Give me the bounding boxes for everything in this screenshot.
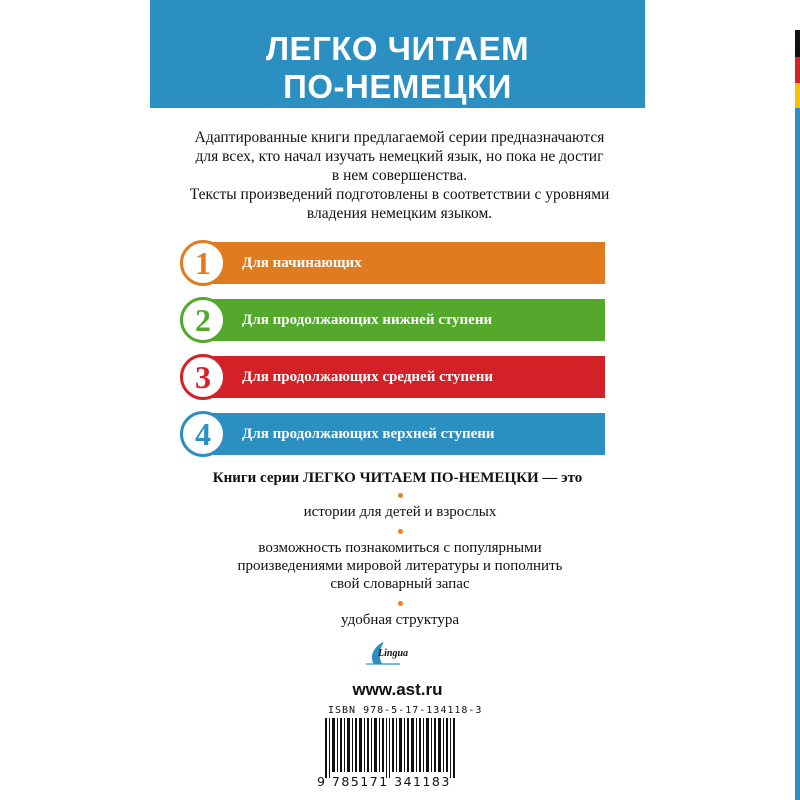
feature-line: истории для детей и взрослых: [303, 504, 497, 520]
isbn-number: ISBN 978-5-17-134118-3: [328, 705, 483, 716]
lingua-logo-icon: [360, 638, 416, 668]
level-item-4: [180, 411, 605, 457]
feature-line: возможность познакомиться с популярными: [258, 540, 542, 556]
intro-text: [172, 128, 627, 223]
level-label: Для продолжающих средней ступени: [242, 368, 494, 385]
feature-item: [200, 611, 600, 629]
flag-black-band: [795, 30, 800, 57]
level-number-badge: 4: [180, 411, 226, 457]
feature-item: [200, 503, 600, 521]
level-bar: [202, 413, 605, 455]
bullet-dot-icon: [398, 601, 403, 606]
series-title-line1: ЛЕГКО ЧИТАЕМ: [265, 30, 530, 67]
level-number-badge: 1: [180, 240, 226, 286]
barcode-icon: [325, 718, 455, 778]
level-label: Для продолжающих нижней ступени: [242, 311, 493, 328]
series-title-line2: ПО-НЕМЕЦКИ: [283, 68, 512, 105]
level-list: [180, 240, 605, 468]
flag-red-band: [795, 57, 800, 84]
level-label: Для начинающих: [242, 254, 362, 271]
level-item-3: [180, 354, 605, 400]
german-flag-stripe: [795, 30, 800, 110]
level-item-1: [180, 240, 605, 286]
feature-line: произведениями мировой литературы и пополнить: [237, 558, 563, 574]
cover-header: [150, 0, 645, 108]
flag-gold-band: [795, 83, 800, 110]
bullet-dot-icon: [398, 529, 403, 534]
feature-item: [200, 539, 600, 593]
level-item-2: [180, 297, 605, 343]
feature-line: удобная структура: [341, 612, 459, 628]
level-bar: [202, 242, 605, 284]
bullet-dot-icon: [398, 493, 403, 498]
publisher-website: www.ast.ru: [352, 680, 443, 699]
level-bar: [202, 356, 605, 398]
level-label: Для продолжающих верхней ступени: [242, 425, 495, 442]
level-bar: [202, 299, 605, 341]
feature-list: [200, 490, 600, 629]
feature-line: свой словарный запас: [330, 576, 470, 592]
publisher-logo-text: Lingua: [378, 648, 409, 659]
intro-line: в нем совершенства.: [331, 167, 468, 184]
series-description-heading: Книги серии ЛЕГКО ЧИТАЕМ ПО-НЕМЕЦКИ — это: [212, 470, 583, 486]
book-back-cover: [150, 0, 651, 800]
intro-line: для всех, кто начал изучать немецкий язык, но пока не достиг: [195, 148, 604, 165]
level-number-badge: 2: [180, 297, 226, 343]
intro-line: владения немецким языком.: [306, 205, 493, 222]
intro-line: Адаптированные книги предлагаемой серии предназначаются: [194, 129, 605, 146]
barcode-digits: 9 785171 341183: [317, 774, 451, 789]
blue-side-strip: [795, 108, 800, 800]
level-number-badge: 3: [180, 354, 226, 400]
intro-line: Тексты произведений подготовлены в соответствии с уровнями: [189, 186, 610, 203]
